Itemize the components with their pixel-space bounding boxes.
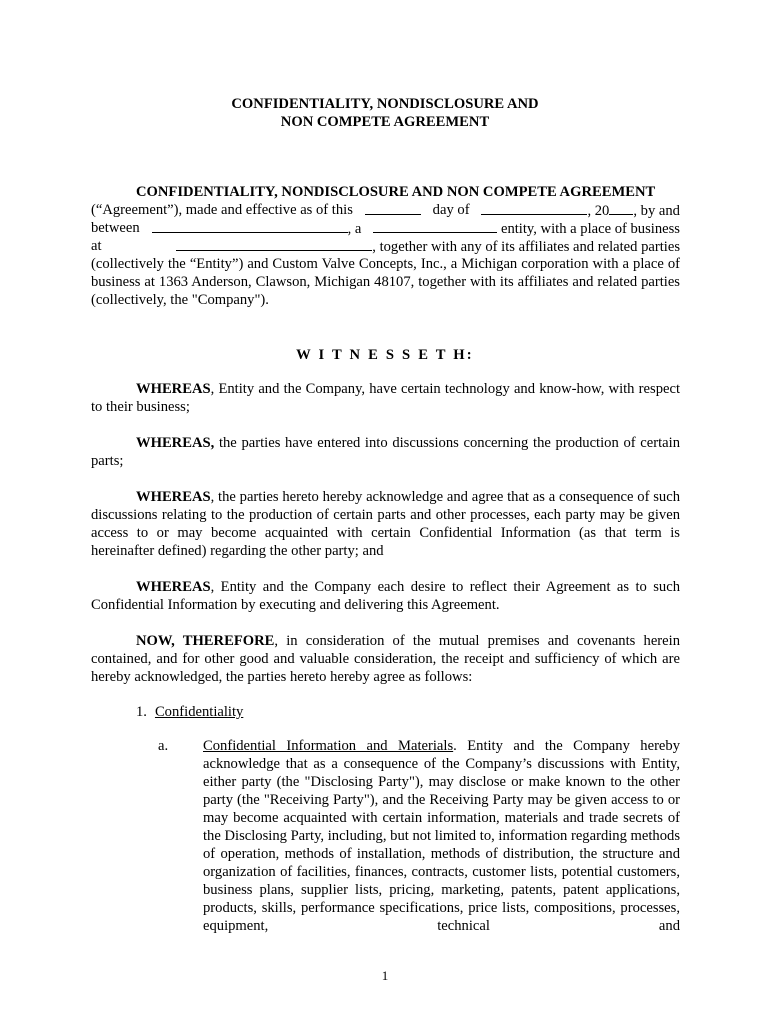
intro-line-4 — [91, 237, 680, 256]
entity-address-blank[interactable] — [176, 237, 372, 251]
intro-text-2d: , by and — [633, 203, 680, 219]
date-day-blank[interactable] — [365, 201, 421, 215]
intro-text-2b: day of — [432, 202, 470, 218]
intro-line-2 — [91, 201, 680, 220]
intro-text-3c: entity, with a place of business — [500, 221, 680, 237]
entity-name-blank[interactable] — [152, 219, 348, 233]
section-1-heading — [136, 703, 243, 721]
section-1-number: 1. — [136, 704, 147, 720]
whereas-lead: WHEREAS — [136, 489, 211, 505]
page-number: 1 — [381, 968, 389, 983]
whereas-text: , the parties hereto hereby acknowledge and agree that as a consequence of such discussions relating to the production of certain parts and other processes, each party may be given access to or may become acquainted with certain Confidential Information (as that term is hereinafter defined) regarding the other party; and — [91, 489, 680, 559]
document-title-line-2: NON COMPETE AGREEMENT — [280, 114, 490, 130]
section-1-title: Confidentiality — [154, 704, 244, 720]
section-1a-label: a. — [158, 738, 169, 754]
now-therefore-lead: NOW, THEREFORE — [136, 633, 275, 649]
document-title-line-1: CONFIDENTIALITY, NONDISCLOSURE AND — [231, 96, 539, 112]
intro-text-3a: between — [91, 220, 140, 236]
whereas-clause — [91, 434, 680, 470]
section-1a-text: . Entity and the Company hereby acknowledge that as a consequence of the Company’s discussions with Entity, either party (the "Disclosing Party"), may disclose or make known to the other party (the "Receiving Party"), and the Receiving Party may be given access to or may become acquainted with certain information, materials and trade secrets of the Disclosing Party, including, but not limited to, information regarding methods of operation, methods of installation, methods of distribution, the structure and organization of facilities, finances, contracts, customer lists, potential customers, business plans, supplier lists, pricing, marketing, patents, patent applications, products, skills, performance specifications, price lists, compositions, processes, equipment, technical and — [203, 738, 681, 934]
entity-type-blank[interactable] — [373, 219, 497, 233]
intro-text-2c: , 20 — [587, 203, 610, 219]
intro-text-2a: (“Agreement”), made and effective as of this — [91, 202, 353, 218]
whereas-clause — [91, 488, 680, 560]
whereas-clause — [91, 380, 680, 416]
witnesseth-heading: W I T N E S S E T H: — [296, 347, 474, 363]
whereas-text: , Entity and the Company, have certain technology and know-how, with respect to their business; — [91, 381, 680, 415]
whereas-lead: WHEREAS — [136, 579, 211, 595]
intro-line-3 — [91, 219, 680, 238]
intro-paragraph-rest: (collectively the “Entity”) and Custom Valve Concepts, Inc., a Michigan corporation with a place of business at 1363 Anderson, Clawson, Michigan 48107, together with its affiliates and related parties (collectively, the "Company"). — [91, 256, 680, 308]
section-1a-paragraph — [203, 737, 680, 935]
intro-heading — [136, 183, 680, 201]
now-therefore-paragraph — [91, 632, 680, 686]
intro-text-3b: , a — [347, 221, 362, 237]
intro-heading-text: CONFIDENTIALITY, NONDISCLOSURE AND NON COMPETE AGREEMENT — [136, 184, 656, 200]
whereas-lead: WHEREAS, — [136, 435, 215, 451]
whereas-clause — [91, 578, 680, 614]
now-therefore-text: , in consideration of the mutual premises and covenants herein contained, and for other good and valuable consideration, the receipt and sufficiency of which are hereby acknowledged, the parties hereto hereby agree as follows: — [91, 633, 680, 685]
intro-text-4a: at — [91, 238, 102, 254]
whereas-lead: WHEREAS — [136, 381, 211, 397]
intro-text-4b: , together with any of its affiliates and related parties — [372, 239, 680, 255]
date-month-blank[interactable] — [481, 201, 587, 215]
section-1a-title: Confidential Information and Materials — [203, 738, 454, 754]
whereas-text: the parties have entered into discussions concerning the production of certain parts; — [91, 435, 680, 469]
whereas-text: , Entity and the Company each desire to reflect their Agreement as to such Confidential Information by executing and delivering this Agreement. — [91, 579, 680, 613]
date-year-blank[interactable] — [609, 201, 633, 215]
